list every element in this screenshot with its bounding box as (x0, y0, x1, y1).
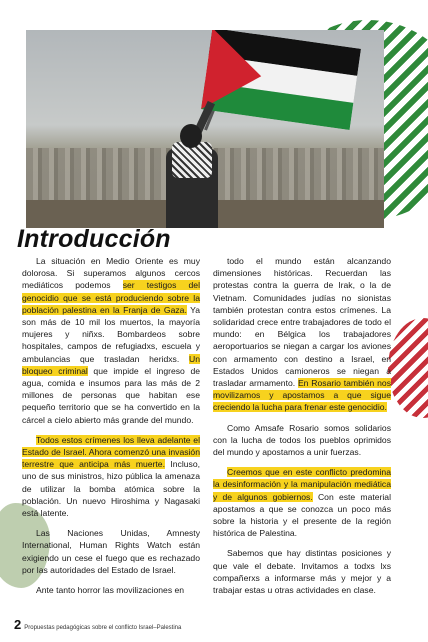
body-text: Ya son más de 10 mil los muertos, la mayoría mujeres y niñxs. Bombardeos sobre hospitales, campos de refugiadxs, escuela y ambulancias que trasladan heridxs. (22, 304, 200, 364)
body-paragraph (22, 527, 200, 576)
right-column (213, 255, 391, 604)
body-paragraph (22, 255, 200, 426)
body-text: Como Amsafe Rosario somos solidarios con la lucha de todos los pueblos oprimidos del mundo y apostamos a unir fuerzas. (213, 422, 391, 458)
person-head (180, 124, 202, 148)
body-paragraph (213, 466, 391, 539)
page-footer (14, 617, 181, 632)
body-paragraph (213, 547, 391, 596)
body-text: Sabemos que hay distintas posiciones y que vale el debate. Invitamos a todxs lxs compañerxs a informarse más y mejor y a trabajar estas u otras actividades en clase. (213, 548, 391, 596)
body-text: todo el mundo están alcanzando dimensiones históricas. Recuerdan las protestas contra la guerra de Irak, o la de Vietnam. Comunidades judías no sionistas también protestan contra estos crímenes. La solidaridad crece entre trabajadores de todo el mundo: en Bélgica los trabajadores aeroportuarios se niegan a cargar los aviones con armamento con destino a Israel, en Estados Unidos camioneros se niegan a trasladar armamento. (213, 256, 391, 389)
palestinian-flag-icon (201, 30, 361, 130)
body-text: Ante tanto horror las movilizaciones en (36, 585, 185, 596)
body-text: Con este material apostamos a que se conozca un poco más sobre la historia y el presente de la región histórica de Palestina. (213, 491, 391, 539)
body-text: La situación en Medio Oriente es muy dolorosa. Si superamos algunos cercos mediáticos podemos (22, 256, 200, 291)
body-paragraph (213, 255, 391, 414)
highlighted-text: ser testigos del genocidio que se está produciendo sobre la población palestina en la Franja de Gaza. (22, 280, 200, 315)
hero-photo (26, 30, 384, 228)
page-number: 2 (14, 617, 22, 632)
highlighted-text: Todos estos crímenes los lleva adelante el Estado de Israel. Ahora comenzó una invasión terrestre que anticipa más muerte. (22, 434, 200, 470)
body-text: Incluso, uno de sus ministros, hizo pública la amenaza de utilizar la bomba atómica sobre la población. Un nuevo Hiroshima y Nagasaki está latente. (22, 459, 200, 519)
highlighted-text: Un bloqueo criminal (22, 353, 200, 376)
footer-text: Propuestas pedagógicas sobre el conflicto Israel–Palestina (24, 625, 182, 631)
body-paragraph (22, 584, 200, 596)
body-text: Las Naciones Unidas, Amnesty International, Human Rights Watch están exigiendo un cese el fuego que es rechazado por las autoridades del Estado de Israel. (22, 528, 200, 575)
body-text: que impide el ingreso de agua, comida e insumos para las más de 2 millones de personas que habitan ese pequeño territorio que se ha convertido en la cárcel a cielo abierto más grande del mundo. (22, 365, 200, 425)
highlighted-text: En Rosario también nos movilizamos y apostamos a que sigue creciendo la lucha para frenar este genocidio. (213, 378, 392, 413)
page-title: Introducción (17, 225, 171, 253)
red-stripe-decoration (388, 318, 428, 418)
highlighted-text: Creemos que en este conflicto predomina la desinformación y la manipulación mediática y de algunos gobiernos. (213, 467, 391, 502)
body-paragraph (22, 434, 200, 519)
body-paragraph (213, 422, 391, 459)
left-column (22, 255, 200, 604)
